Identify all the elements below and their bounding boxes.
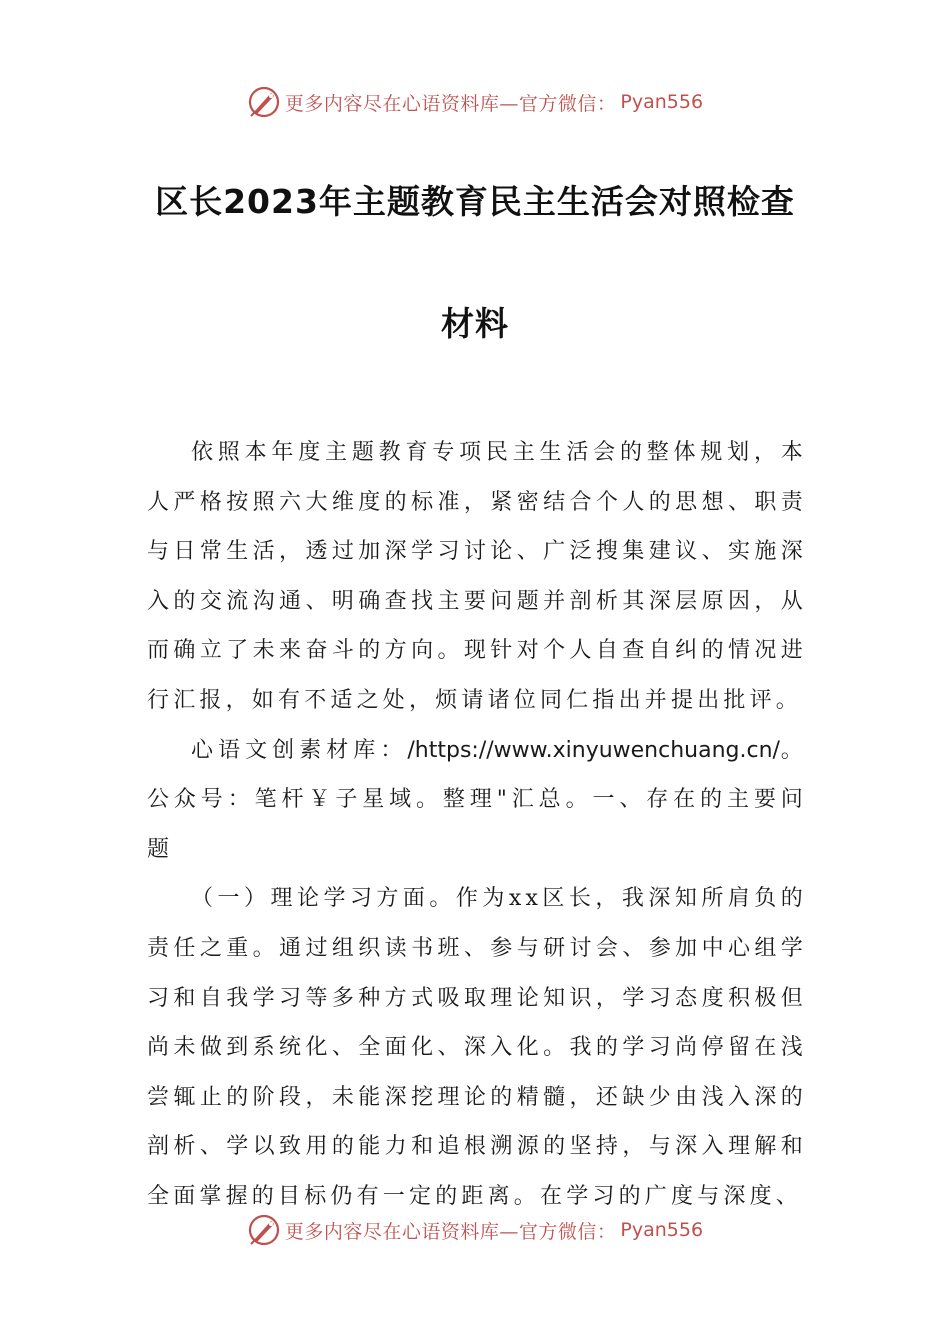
banner-text: 更多内容尽在心语资料库—官方微信： (284, 1220, 617, 1243)
quill-logo-icon (247, 1213, 281, 1247)
source-prefix: 心语文创素材库： (191, 737, 408, 763)
header-banner (0, 82, 950, 122)
document-body (147, 428, 807, 1222)
quill-logo-icon (247, 85, 281, 119)
banner-text: 更多内容尽在心语资料库—官方微信： (284, 92, 617, 115)
document-title-line-2: 材料 (441, 304, 509, 343)
document-title-line-1: 区长2023年主题教育民主生活会对照检查 (155, 182, 795, 221)
source-suffix: 。公众号：笔杆￥子星域。整理"汇总。一、存在的主要问题 (147, 737, 808, 862)
banner-wechat-id: Pyan556 (620, 91, 704, 113)
banner-wechat-id: Pyan556 (620, 1219, 704, 1241)
paragraph-source (147, 726, 807, 875)
source-url: /https://www.xinyuwenchuang.cn/ (407, 737, 780, 763)
footer-banner (0, 1210, 950, 1250)
paragraph-intro: 依照本年度主题教育专项民主生活会的整体规划，本人严格按照六大维度的标准，紧密结合个人的思想、职责与日常生活，透过加深学习讨论、广泛搜集建议、实施深入的交流沟通、明确查找主要问题并剖析其深层原因，从而确立了未来奋斗的方向。现针对个人自查自纠的情况进行汇报，如有不适之处，烦请诸位同仁指出并提出批评。 (147, 440, 807, 713)
paragraph-theory-study: （一）理论学习方面。作为xx区长，我深知所肩负的责任之重。通过组织读书班、参与研讨会、参加中心组学习和自我学习等多种方式吸取理论知识，学习态度积极但尚未做到系统化、全面化、深入化。我的学习尚停留在浅尝辄止的阶段，未能深挖理论的精髓，还缺少由浅入深的剖析、学以致用的能力和追根溯源的坚持，与深入理解和全面掌握的目标仍有一定的距离。在学习的广度与深度、 (147, 886, 807, 1209)
